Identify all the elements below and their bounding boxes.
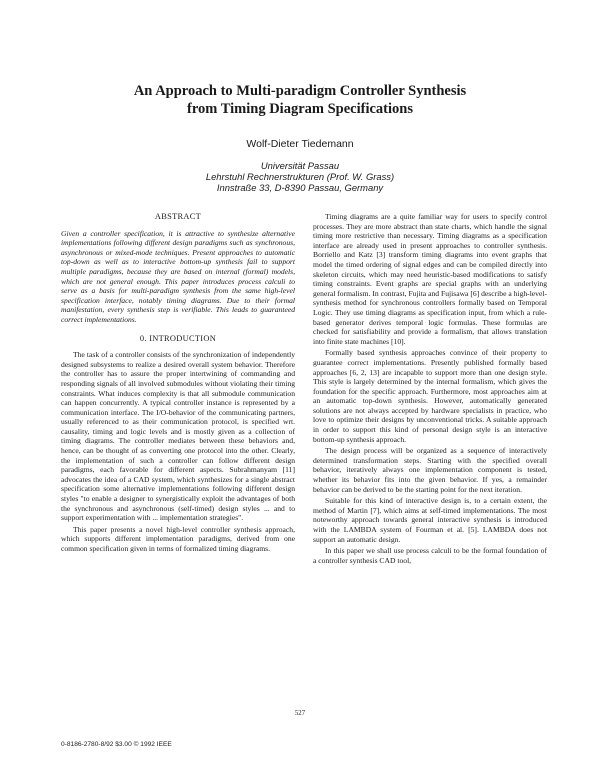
body-paragraph: In this paper we shall use process calculi to be the formal foundation of a controller synthesis CAD tool,: [313, 546, 547, 565]
page-number: 527: [294, 710, 306, 717]
right-column: [313, 212, 547, 567]
abstract-heading: ABSTRACT: [154, 212, 202, 221]
body-paragraph: Timing diagrams are a quite familiar way for users to specify control processes. They are more abstract than state charts, which handle the signal timing more restrictive than necessary. Timing diagrams as a specification interface are already used in present approaches to controller synthesis. Borriello and Katz [3] transform timing diagrams into event graphs that model the timed ordering of signal edges and can be compiled directly into skeleton circuits, which may need heuristic-based modifications to satisfy timing constraints. Event graphs are special graphs with an underlying general formalism. In contrast, Fujita and Fujisawa [6] describe a high-level-synthesis method for synchronous controllers formally based on Temporal Logic. They use timing diagrams as specification input, from which a rule-based generator derives temporal logic formulas. These formulas are checked for satisfiability and provide a formalism, that allows translation into finite state machines [10].: [313, 212, 547, 346]
body-paragraph: Formally based synthesis approaches convince of their property to guarantee correct implementations. Presently published formally based approaches [6, 2, 13] are incapable to support more than one design style. This style is largely determined by the internal formalism, which gives the foundation for the specific approach. Furthermore, most approaches aim at an automatic top-down synthesis. However, automatically generated solutions are not always accepted by hardware specialists in practice, who love to optimize their designs by unconventional tricks. A suitable approach in order to support this kind of personal design style is an interactive bottom-up synthesis approach.: [313, 348, 547, 444]
body-paragraph: The design process will be organized as a sequence of interactively determined transformation steps. Starting with the specified overall behavior, iteratively always one implementation component is tested, whether its behavior fits into the given behavior. If yes, a remainder behavior can be derived to be the starting point for the next iteration.: [313, 446, 547, 494]
affiliation-line-1: Universität Passau: [260, 160, 340, 171]
paper-title-line-2: from Timing Diagram Specifications: [187, 101, 413, 117]
abstract-text: Given a controller specification, it is attractive to synthesize alternative implementations following different design paradigms such as synchronous, asynchronous or mixed-mode techniques. Present approaches to automatic top-down as well as to interactive bottom-up synthesis fail to support multiple paradigms, because they are based on internal (formal) models, which are not general enough. This paper introduces process calculi to serve as a basis for multi-paradigm synthesis from the same high-level specification interface, notably timing diagrams. Due to their formal manifestation, every synthesis step is verifiable. This leads to guaranteed correct implementations.: [61, 228, 295, 324]
copyright-notice: 0-8186-2780-8/92 $3.00 © 1992 IEEE: [61, 741, 172, 748]
intro-paragraph: This paper presents a novel high-level controller synthesis approach, which supports different implementation paradigms, derived from one common specification given in terms of formalized timing diagrams.: [61, 524, 295, 553]
author-name: Wolf-Dieter Tiedemann: [246, 138, 354, 150]
paper-title-line-1: An Approach to Multi-paradigm Controller Synthesis: [133, 83, 467, 99]
body-paragraph: Suitable for this kind of interactive design is, to a certain extent, the method of Martin [7], which aims at self-timed implementations. The most noteworthy approach towards general interactive synthesis is introduced with the LAMBDA system of Fourman et al. [5]. LAMBDA does not support an automatic design.: [313, 496, 547, 544]
affiliation-line-2: Lehrstuhl Rechnerstrukturen (Prof. W. Grass): [205, 171, 395, 182]
affiliation-line-3: Innstraße 33, D-8390 Passau, Germany: [216, 182, 384, 193]
left-column: [61, 212, 295, 556]
intro-paragraph: The task of a controller consists of the synchronization of independently designed subsystems to realize a desired overall system behavior. Therefore the controller has to assure the proper intertwining of commanding and responding signals of all involved submodules without violating their timing constraints. What induces complexity is that all submodule communication can happen concurrently. A typical controller instance is represented by a communication interface. The I/O-behavior of the communicating partners, usually referenced to as their communication protocol, is specified wrt. causality, timing and logic levels and is mostly given as a collection of timing diagrams. The controller mediates between these behaviors and, hence, can be thought of as converting one protocol into the other. Clearly, the implementation of such a controller can follow different design paradigms, each favorable for different aspects. Subrahmanyam [11] advocates the idea of a CAD system, which synthesizes for a single abstract specification some alternative implementations following different design styles "to enable a designer to synergistically exploit the advantages of both the synchronous and asynchronous (self-timed) design styles ... and to support experimentation with ... implementation strategies".: [61, 350, 295, 523]
introduction-heading: 0. INTRODUCTION: [139, 333, 217, 343]
